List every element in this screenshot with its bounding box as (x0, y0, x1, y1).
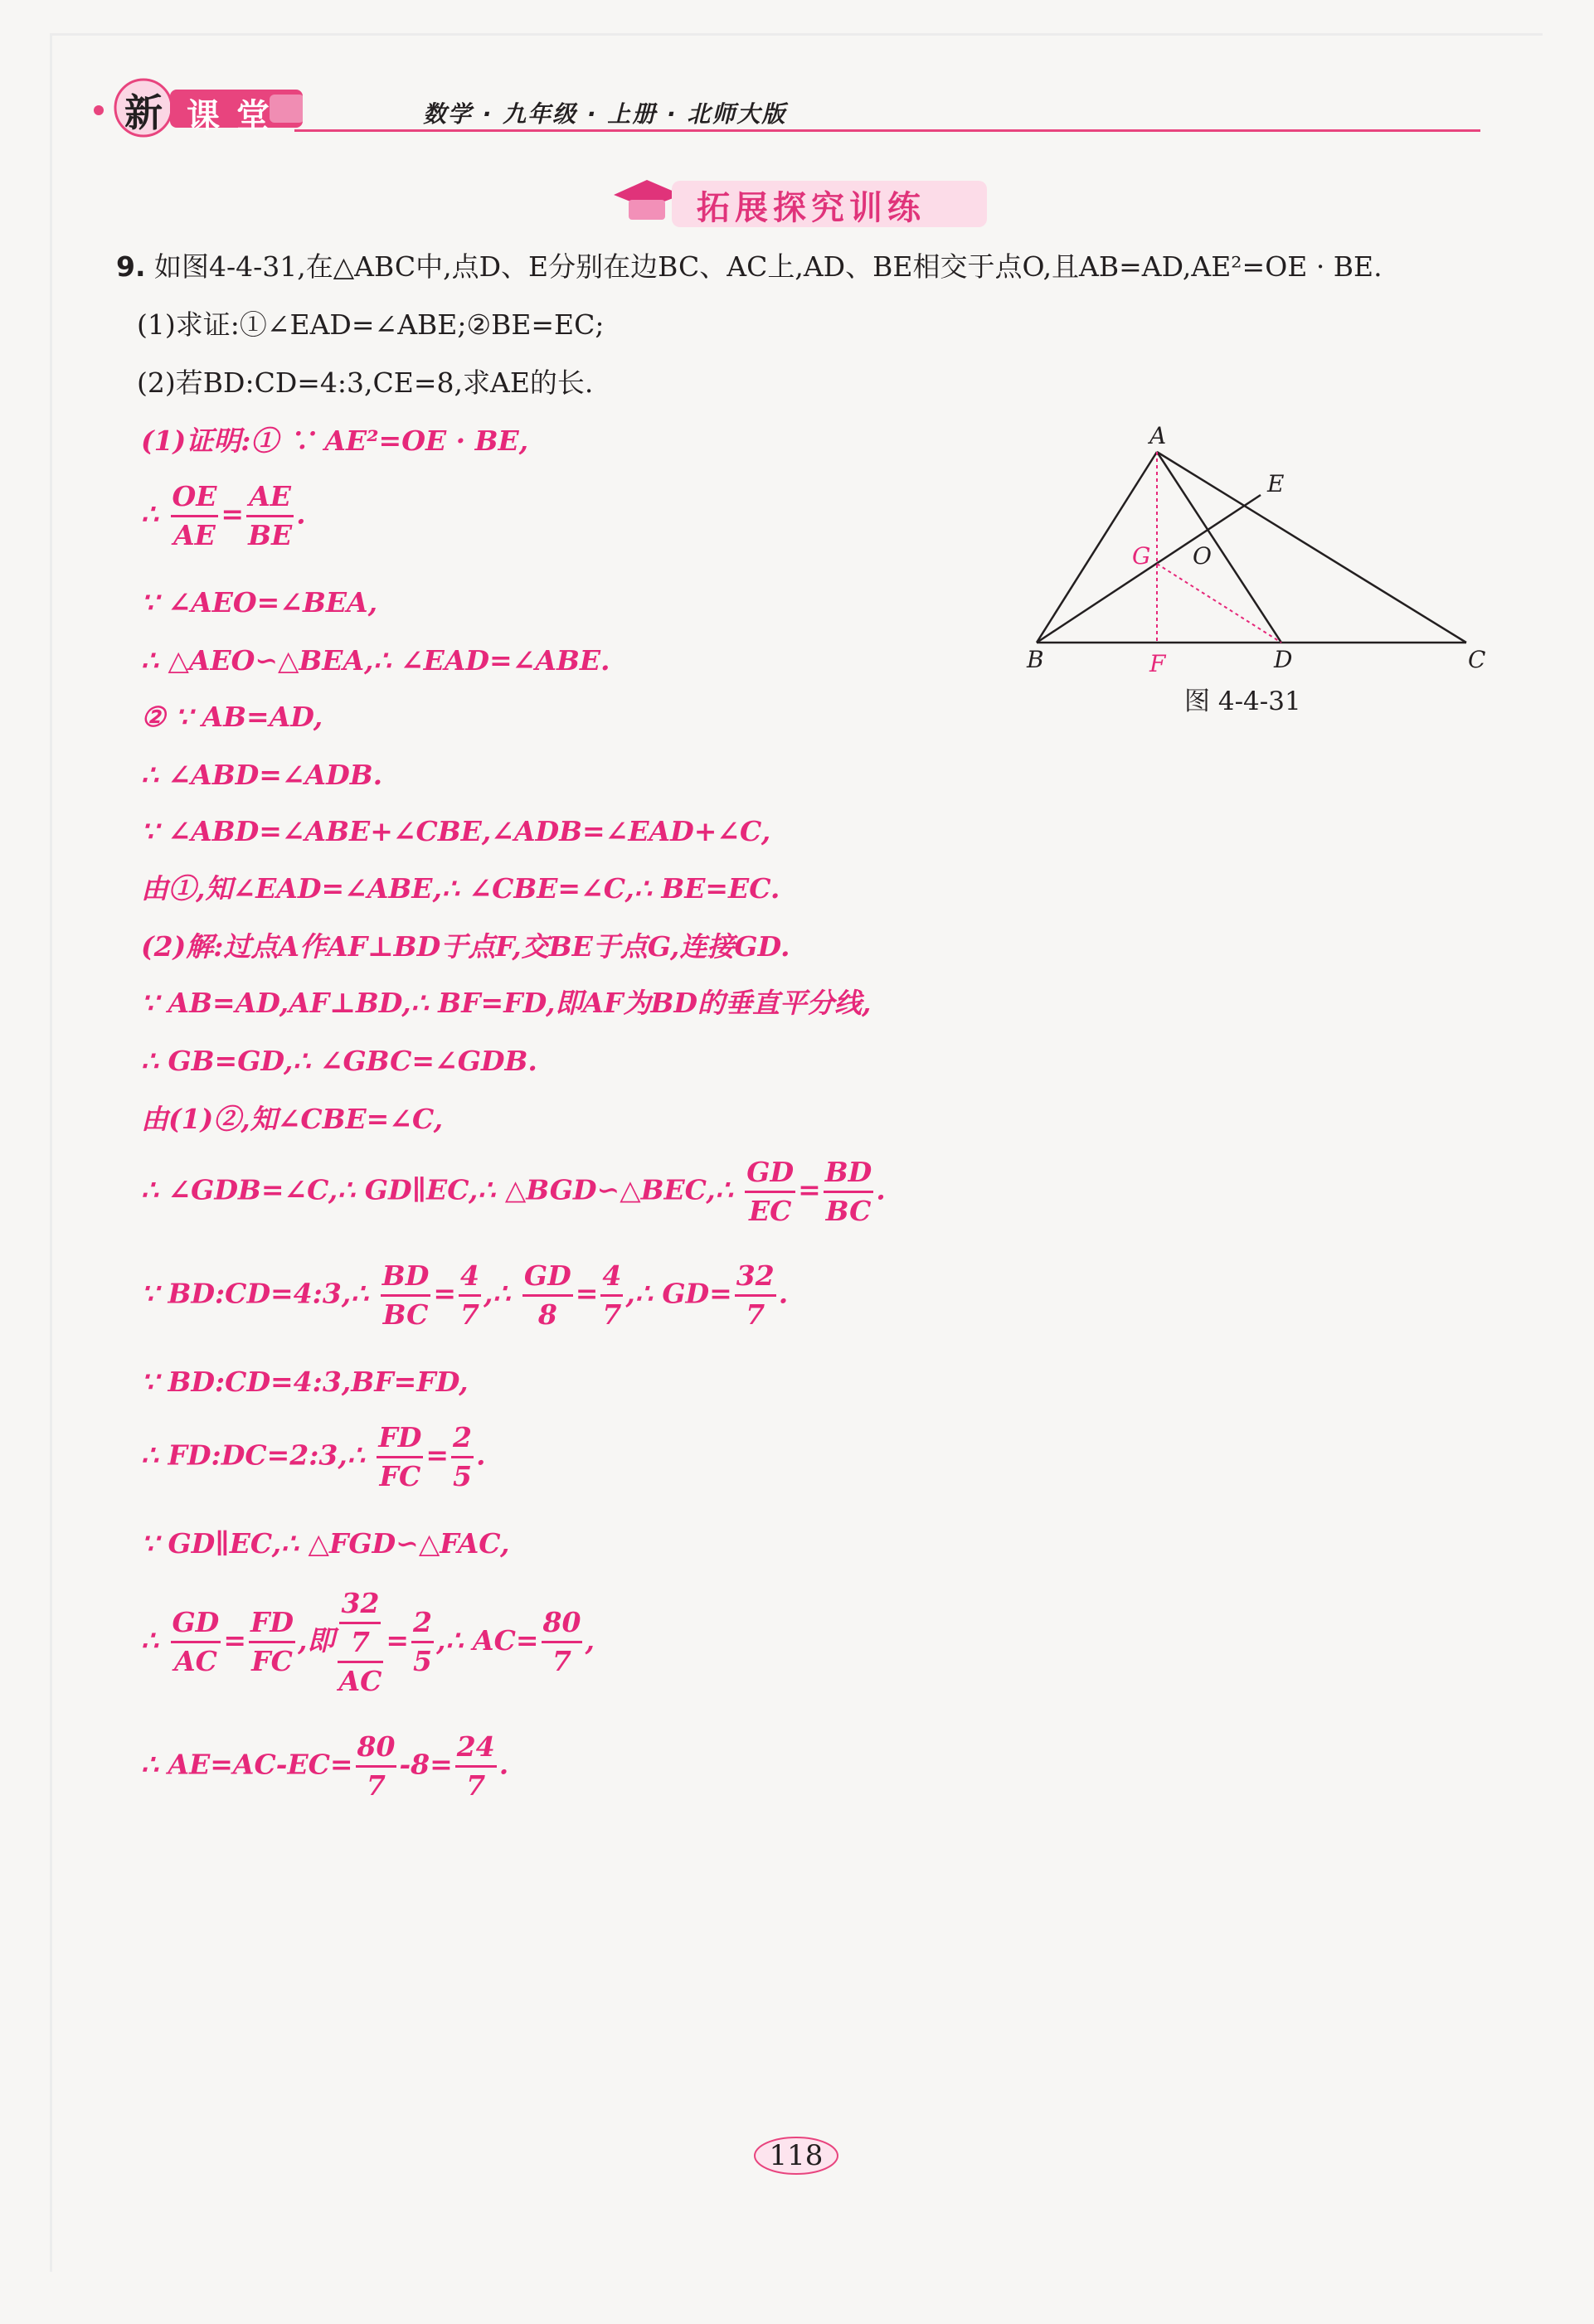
label-b: B (1027, 646, 1044, 673)
fraction: $\frac{AE}{BE}$ (248, 480, 293, 551)
solution-line-2: ∴ $\frac{OE}{AE}$ = $\frac{AE}{BE}$ . (141, 480, 306, 551)
logo-char-2: 课 (187, 97, 220, 135)
solution-line-7: ∵ ∠ABD=∠ABE+∠CBE,∠ADB=∠EAD+∠C, (141, 815, 771, 847)
header-rule (294, 129, 1480, 132)
solution-line-13: ∴ ∠GDB=∠C,∴ GD∥EC,∴ △BGD∽△BEC,∴ $\frac{GD}{EC}$ = $\frac{BD}{BC}$ . (141, 1156, 886, 1227)
label-g: G (1132, 542, 1151, 570)
solution-line-10: ∵ AB=AD,AF⊥BD,∴ BF=FD,即AF为BD的垂直平分线, (141, 987, 872, 1019)
label-f: F (1149, 650, 1166, 677)
section-title-text: 拓展探究训练 (697, 189, 926, 227)
frame-left (50, 33, 52, 2272)
solution-line-9: (2)解:过点A作AF⊥BD于点F,交BE于点G,连接GD. (141, 930, 790, 963)
header (87, 73, 1480, 139)
page-number-text: 118 (769, 2139, 824, 2172)
figure-caption: 图 4-4-31 (1184, 687, 1301, 716)
solution-line-5: ② ∵ AB=AD, (141, 701, 323, 733)
label-e: E (1267, 470, 1285, 497)
solution-line-12: 由(1)②,知∠CBE=∠C, (141, 1103, 444, 1135)
problem-number: 9. (116, 250, 146, 283)
solution-line-3: ∵ ∠AEO=∠BEA, (141, 586, 378, 619)
frame-top (50, 33, 1543, 36)
solution-line-1: (1)证明:① ∵ AE²=OE · BE, (141, 425, 529, 457)
label-c: C (1468, 646, 1486, 673)
solution-line-8: 由①,知∠EAD=∠ABE,∴ ∠CBE=∠C,∴ BE=EC. (141, 872, 780, 905)
solution-line-16: ∴ FD:DC=2:3,∴ $\frac{FD}{FC}$ = $\frac{2}{5}$ . (141, 1421, 486, 1492)
problem-text: 如图4-4-31,在△ABC中,点D、E分别在边BC、AC上,AD、BE相交于点O,且AB=AD,AE²=OE · BE. (154, 250, 1383, 283)
logo-char-3: 堂 (236, 97, 270, 135)
solution-line-11: ∴ GB=GD,∴ ∠GBC=∠GDB. (141, 1045, 537, 1077)
problem-statement (116, 250, 1383, 283)
geometry-figure (1012, 419, 1501, 717)
solution-line-4: ∴ △AEO∽△BEA,∴ ∠EAD=∠ABE. (141, 644, 610, 677)
problem-part-2: (2)若BD:CD=4:3,CE=8,求AE的长. (137, 366, 594, 399)
solution-line-6: ∴ ∠ABD=∠ADB. (141, 759, 383, 791)
solution-line-15: ∵ BD:CD=4:3,BF=FD, (141, 1366, 469, 1398)
solution-line-14: ∵ BD:CD=4:3,∴ $\frac{BD}{BC}$ = $\frac{4}{7}$ ,∴ $\frac{GD}{8}$ = $\frac{4}{7}$ ,∴ GD= $\frac{32}{7}$ . (141, 1259, 789, 1331)
problem-part-1: (1)求证:①∠EAD=∠ABE;②BE=EC; (137, 308, 605, 341)
label-a: A (1149, 422, 1167, 449)
solution-line-18: ∴ $\frac{GD}{AC}$ = $\frac{FD}{FC}$ ,即 $\frac{\frac{32}{7}}{AC}$ = $\frac{2}{5}$ ,∴ AC= $\frac{80}{7}$ , (141, 1587, 595, 1697)
label-o: O (1193, 542, 1212, 570)
solution-line-17: ∵ GD∥EC,∴ △FGD∽△FAC, (141, 1527, 510, 1560)
triangle-abc (1037, 452, 1466, 643)
compound-fraction: $\frac{\frac{32}{7}}{AC}$ (338, 1587, 382, 1697)
book-info: 数学 · 九年级 · 上册 · 北师大版 (423, 100, 787, 128)
label-d: D (1274, 646, 1293, 673)
section-title (605, 170, 987, 236)
page-number (751, 2131, 842, 2181)
solution-line-19: ∴ AE=AC-EC= $\frac{80}{7}$ -8= $\frac{24}{7}$ . (141, 1730, 509, 1802)
logo-char-1: 新 (124, 90, 163, 135)
fraction: $\frac{OE}{AE}$ (172, 480, 217, 551)
